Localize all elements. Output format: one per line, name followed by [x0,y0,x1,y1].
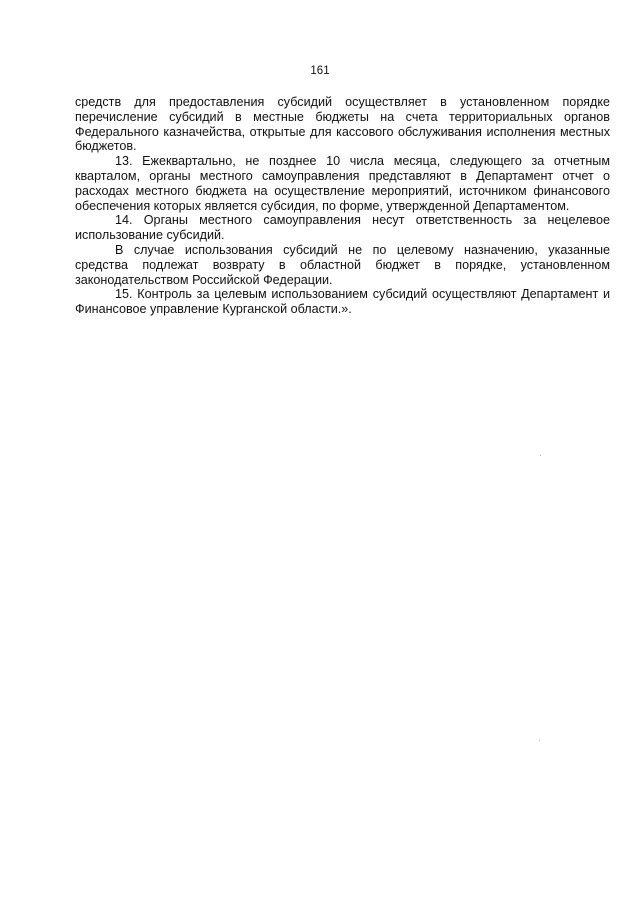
paragraph-item-14: 14. Органы местного самоуправления несут ответственность за нецелевое использование субсидий. [75,213,610,243]
page-number: 161 [310,65,330,77]
paragraph-item-13: 13. Ежеквартально, не позднее 10 числа месяца, следующего за отчетным кварталом, органы местного самоуправления представляют в Департамент отчет о расходах местного бюджета на осуществление мероприятий, источником финансового обеспечения которых является субсидия, по форме, утвержденной Департаментом. [75,154,610,213]
scan-speck [539,740,540,741]
paragraph-misuse-refund: В случае использования субсидий не по целевому назначению, указанные средства подлежат возврату в областной бюджет в порядке, установленном законодательством Российской Федерации. [75,242,610,287]
paragraph-continuation: средств для предоставления субсидий осуществляет в установленном порядке перечисление субсидий в местные бюджеты на счета территориальных органов Федерального казначейства, открытые для кассового обслуживания исполнения местных бюджетов. [75,95,610,154]
document-body [75,95,610,317]
scan-speck [540,455,541,456]
paragraph-item-15: 15. Контроль за целевым использованием субсидий осуществляют Департамент и Финансовое управление Курганской области.». [75,287,610,317]
